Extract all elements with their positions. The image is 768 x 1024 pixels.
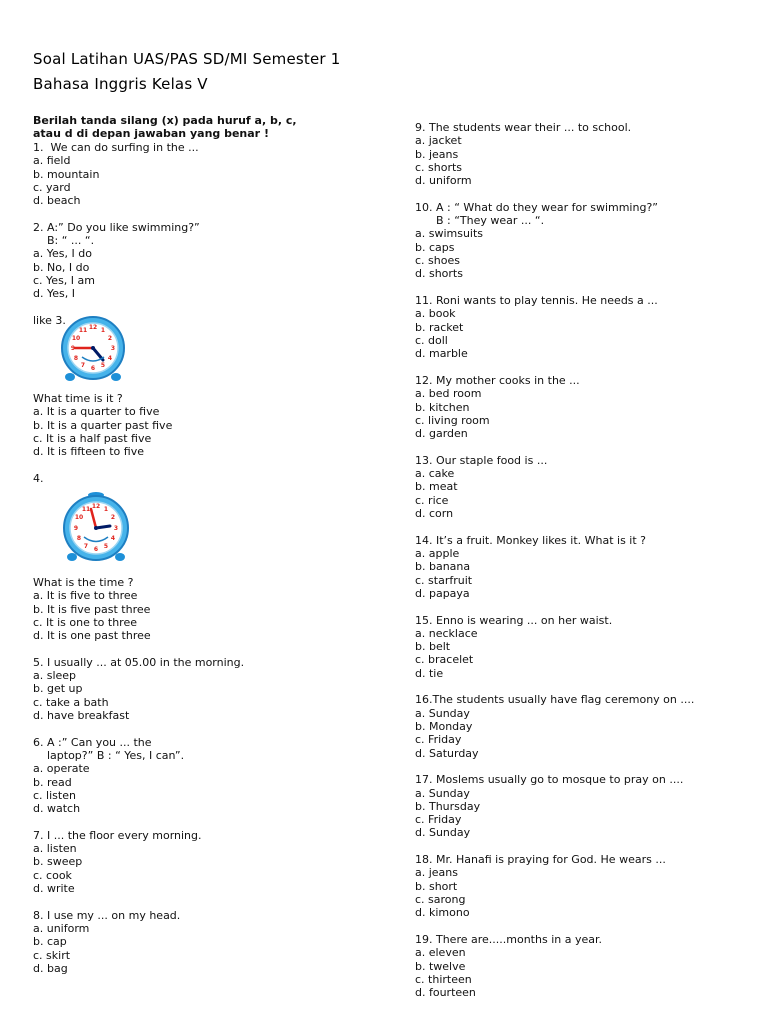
option-d: d. write [33,882,75,896]
question-text: 7. I ... the floor every morning. [33,828,202,842]
question-text: 1. We can do surfing in the ... [33,141,199,154]
question-9 [415,121,755,187]
question-14 [415,534,755,600]
svg-text:1: 1 [100,327,106,334]
option-c: c. rice [415,493,449,507]
svg-text:6: 6 [93,546,99,553]
svg-text:1: 1 [103,506,109,513]
option-a: a. jeans [415,866,459,880]
option-b: b. racket [415,320,464,334]
option-a: a. listen [33,842,77,856]
option-a: a. uniform [33,922,90,936]
option-c: c. starfruit [415,573,473,587]
option-b: b. It is a quarter past five [33,418,173,432]
option-b: b. get up [33,682,83,696]
alarm-clock-icon [60,491,132,563]
question-6 [33,736,378,816]
question-text: 18. Mr. Hanafi is praying for God. He wears ... [415,853,666,867]
option-d: d. It is fifteen to five [33,445,144,459]
svg-text:11: 11 [81,506,91,513]
option-d: d. shorts [415,267,463,281]
svg-text:5: 5 [100,362,106,369]
option-b: b. belt [415,640,451,654]
option-a: a. Sunday [415,786,470,800]
question-4 [33,576,378,642]
option-b: b. read [33,775,72,789]
svg-text:2: 2 [107,335,113,342]
question-number-4: 4. [33,471,44,485]
option-d: d. Sunday [415,826,471,840]
question-13 [415,454,755,520]
option-c: c. living room [415,413,490,427]
question-10 [415,201,755,281]
option-d: d. uniform [415,174,472,188]
option-d: d. marble [415,347,468,361]
svg-text:9: 9 [73,525,79,532]
option-d: d. bag [33,961,68,975]
option-c: c. doll [415,333,448,347]
question-text: What time is it ? [33,392,123,406]
page-title: Soal Latihan UAS/PAS SD/MI Semester 1 [33,50,341,68]
option-b: b. jeans [415,147,459,161]
svg-text:9: 9 [70,345,76,352]
option-d: d. garden [415,427,468,441]
svg-text:10: 10 [74,514,84,521]
svg-text:7: 7 [80,362,86,369]
option-c: c. It is one to three [33,615,137,629]
option-a: a. sleep [33,669,77,683]
option-a: a. necklace [415,626,478,640]
question-text: 17. Moslems usually go to mosque to pray on .... [415,773,684,787]
option-c: c. skirt [33,948,71,962]
svg-text:3: 3 [113,525,119,532]
question-text: 16.The students usually have flag ceremony on .... [415,693,695,707]
option-c: c. cook [33,868,72,882]
option-c: c. Yes, I am [33,274,95,288]
question-text: 9. The students wear their ... to school. [415,121,632,134]
option-c: c. thirteen [415,972,472,986]
question-18 [415,853,755,919]
option-a: a. Sunday [415,706,470,720]
question-text: 19. There are.....months in a year. [415,933,602,947]
svg-text:6: 6 [90,365,96,372]
option-b: b. kitchen [415,400,470,414]
option-b: b. Thursday [415,799,481,813]
option-d: d. corn [415,506,454,520]
question-8 [33,909,378,975]
option-b: b. No, I do [33,260,90,274]
option-a: a. It is five to three [33,589,138,603]
option-b: b. meat [415,480,458,494]
question-3 [33,392,378,458]
option-c: c. sarong [415,893,466,907]
option-a: a. It is a quarter to five [33,405,160,419]
option-a: a. operate [33,762,90,776]
question-text: 8. I use my ... on my head. [33,908,181,922]
question-2 [33,221,378,301]
question-17 [415,773,755,839]
question-16 [415,693,755,759]
question-number-3: like 3. [33,314,66,328]
option-b: b. caps [415,240,455,254]
question-15 [415,614,755,680]
option-c: c. Friday [415,733,462,747]
svg-text:12: 12 [91,503,101,510]
option-c: c. yard [33,180,71,194]
svg-text:12: 12 [88,324,98,331]
question-12 [415,374,755,440]
option-c: c. shorts [415,160,463,174]
instruction-text: Berilah tanda silang (x) pada huruf a, b, c, atau d di depan jawaban yang benar ! [33,114,297,140]
question-5 [33,656,378,722]
option-b: b. short [415,879,458,893]
question-text-cont: laptop?” B : “ Yes, I can”. [33,748,185,762]
option-d: d. Saturday [415,746,479,760]
option-b: b. cap [33,935,67,949]
option-d: d. It is one past three [33,629,151,643]
option-d: d. beach [33,194,81,208]
question-7 [33,829,378,895]
svg-text:4: 4 [107,355,113,362]
option-c: c. listen [33,788,76,802]
question-text: 14. It’s a fruit. Monkey likes it. What is it ? [415,533,647,547]
option-b: b. sweep [33,855,83,869]
option-a: a. book [415,307,456,321]
option-d: d. tie [415,666,444,680]
svg-text:7: 7 [83,543,89,550]
svg-text:2: 2 [110,514,116,521]
option-a: a. apple [415,546,460,560]
option-a: a. jacket [415,134,462,148]
question-text: 12. My mother cooks in the ... [415,373,580,387]
question-11 [415,294,755,360]
option-c: c. shoes [415,254,460,268]
option-c: c. bracelet [415,653,474,667]
option-c: c. take a bath [33,695,109,709]
question-text: 13. Our staple food is ... [415,453,548,467]
question-text: 15. Enno is wearing ... on her waist. [415,613,613,627]
option-a: a. eleven [415,946,466,960]
alarm-clock-icon [58,313,128,383]
option-d: d. watch [33,802,81,816]
option-a: a. field [33,154,71,168]
option-d: d. have breakfast [33,708,130,722]
option-d: d. papaya [415,586,470,600]
question-1 [33,141,378,207]
svg-text:8: 8 [73,355,79,362]
option-c: c. It is a half past five [33,431,152,445]
option-c: c. Friday [415,813,462,827]
question-text-cont: B: “ ... “. [33,234,95,248]
question-text: 11. Roni wants to play tennis. He needs a ... [415,294,658,308]
option-d: d. fourteen [415,986,476,1000]
question-text: 10. A : “ What do they wear for swimming?” [415,200,658,214]
question-19 [415,933,755,999]
option-a: a. bed room [415,387,482,401]
question-text: 6. A :” Can you ... the [33,735,152,749]
option-a: a. Yes, I do [33,247,92,261]
option-d: d. Yes, I [33,287,75,301]
question-text: What is the time ? [33,575,134,589]
option-a: a. cake [415,467,455,481]
svg-text:11: 11 [78,327,88,334]
right-column [415,121,755,1013]
option-d: d. kimono [415,906,470,920]
option-b: b. banana [415,560,471,574]
svg-text:5: 5 [103,543,109,550]
question-text: 2. A:” Do you like swimming?” [33,220,200,234]
svg-text:3: 3 [110,345,116,352]
option-b: b. Monday [415,720,473,734]
question-text-cont: B : “They wear ... “. [415,214,545,228]
option-b: b. It is five past three [33,602,151,616]
question-text: 5. I usually ... at 05.00 in the morning. [33,655,245,669]
option-a: a. swimsuits [415,227,484,241]
svg-text:8: 8 [76,535,82,542]
svg-text:4: 4 [110,535,116,542]
svg-text:10: 10 [71,335,81,342]
option-b: b. twelve [415,959,466,973]
option-b: b. mountain [33,167,100,181]
page-subtitle: Bahasa Inggris Kelas V [33,75,208,93]
